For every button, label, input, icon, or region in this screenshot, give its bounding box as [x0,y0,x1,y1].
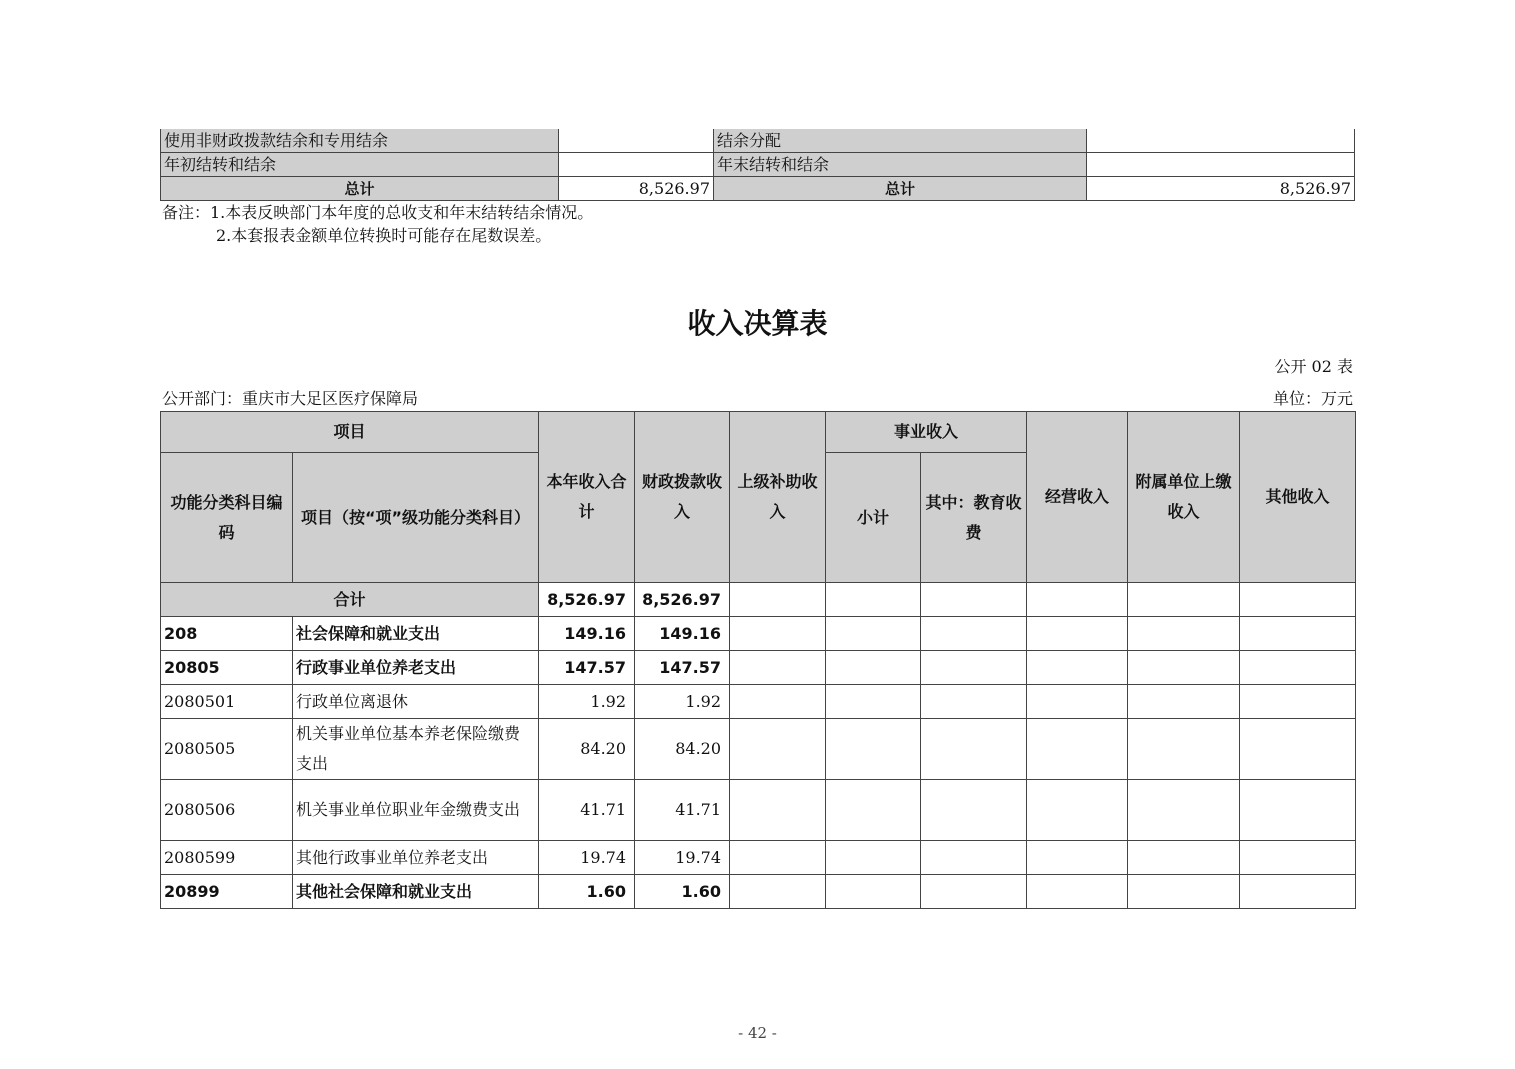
total-income-cell: 149.16 [539,617,635,651]
empty-cell [1240,583,1356,617]
total-label: 合计 [161,583,539,617]
empty-cell [826,719,921,780]
total-fiscal-value: 8,526.97 [635,583,730,617]
code-cell: 20805 [161,651,293,685]
total-income-cell: 147.57 [539,651,635,685]
empty-cell [1128,875,1240,909]
empty-cell [730,719,826,780]
empty-cell [1027,841,1128,875]
table-row [161,129,1355,153]
empty-cell [1128,780,1240,841]
header-affiliated: 附属单位上缴收入 [1128,412,1240,583]
empty-cell [921,841,1027,875]
empty-cell [730,617,826,651]
table-row [161,841,1356,875]
empty-cell [730,780,826,841]
empty-cell [921,651,1027,685]
row-value [1087,153,1355,177]
table-row [161,153,1355,177]
total-income-cell: 19.74 [539,841,635,875]
header-total-income: 本年收入合计 [539,412,635,583]
header-fiscal: 财政拨款收入 [635,412,730,583]
empty-cell [1128,841,1240,875]
empty-cell [826,685,921,719]
row-label: 年初结转和结余 [161,153,559,177]
total-label: 总计 [161,177,559,201]
unit-label: 单位：万元 [1272,389,1353,408]
empty-cell [826,780,921,841]
header-func-code: 功能分类科目编码 [161,453,293,583]
fiscal-cell: 147.57 [635,651,730,685]
code-cell: 2080599 [161,841,293,875]
empty-cell [1027,780,1128,841]
data-rows [161,617,1356,909]
fiscal-cell: 84.20 [635,719,730,780]
total-value: 8,526.97 [559,177,714,201]
empty-cell [730,875,826,909]
empty-cell [921,583,1027,617]
empty-cell [1027,875,1128,909]
header-item: 项目 [161,412,539,453]
empty-cell [826,651,921,685]
fiscal-cell: 41.71 [635,780,730,841]
empty-cell [1240,617,1356,651]
fiscal-cell: 149.16 [635,617,730,651]
total-income-cell: 1.92 [539,685,635,719]
empty-cell [730,583,826,617]
header-operating: 经营收入 [1027,412,1128,583]
header-subtotal: 小计 [826,453,921,583]
note-line-2: 2.本套报表金额单位转换时可能存在尾数误差。 [216,226,552,245]
total-income-value: 8,526.97 [539,583,635,617]
code-cell: 20899 [161,875,293,909]
total-income-cell: 41.71 [539,780,635,841]
empty-cell [1240,780,1356,841]
empty-cell [826,841,921,875]
empty-cell [1240,841,1356,875]
table-row [161,719,1356,780]
row-label: 使用非财政拨款结余和专用结余 [161,129,559,153]
empty-cell [826,617,921,651]
name-cell: 社会保障和就业支出 [293,617,539,651]
empty-cell [921,875,1027,909]
empty-cell [730,841,826,875]
empty-cell [826,875,921,909]
header-row [161,412,1356,453]
name-cell: 机关事业单位基本养老保险缴费支出 [293,719,539,780]
row-value [559,129,714,153]
empty-cell [826,583,921,617]
total-row [161,177,1355,201]
empty-cell [730,685,826,719]
empty-cell [1128,719,1240,780]
balance-summary-table [160,129,1355,201]
empty-cell [921,685,1027,719]
table-row [161,780,1356,841]
code-cell: 2080506 [161,780,293,841]
fiscal-cell: 1.60 [635,875,730,909]
row-value [1087,129,1355,153]
empty-cell [921,719,1027,780]
header-education-fee: 其中：教育收费 [921,453,1027,583]
total-income-cell: 84.20 [539,719,635,780]
empty-cell [1027,719,1128,780]
table-row [161,875,1356,909]
empty-cell [1240,685,1356,719]
department-label: 公开部门：重庆市大足区医疗保障局 [162,389,419,408]
empty-cell [921,617,1027,651]
row-label: 年末结转和结余 [714,153,1087,177]
empty-cell [1240,651,1356,685]
empty-cell [1128,685,1240,719]
row-label: 结余分配 [714,129,1087,153]
total-row [161,583,1356,617]
income-statement-table [160,411,1356,909]
total-label: 总计 [714,177,1087,201]
row-value [559,153,714,177]
code-cell: 2080501 [161,685,293,719]
table-row [161,617,1356,651]
fiscal-cell: 19.74 [635,841,730,875]
code-cell: 208 [161,617,293,651]
header-business-income: 事业收入 [826,412,1027,453]
empty-cell [1027,685,1128,719]
empty-cell [1128,617,1240,651]
empty-cell [1027,617,1128,651]
note-line-1: 备注：1.本表反映部门本年度的总收支和年末结转结余情况。 [162,203,594,222]
header-func-name: 项目（按“项”级功能分类科目） [293,453,539,583]
name-cell: 机关事业单位职业年金缴费支出 [293,780,539,841]
document-title: 收入决算表 [687,307,828,340]
name-cell: 其他行政事业单位养老支出 [293,841,539,875]
name-cell: 行政单位离退休 [293,685,539,719]
header-superior-subsidy: 上级补助收入 [730,412,826,583]
table-row [161,685,1356,719]
fiscal-cell: 1.92 [635,685,730,719]
empty-cell [1027,583,1128,617]
name-cell: 其他社会保障和就业支出 [293,875,539,909]
empty-cell [1027,651,1128,685]
code-cell: 2080505 [161,719,293,780]
empty-cell [730,651,826,685]
empty-cell [921,780,1027,841]
header-other: 其他收入 [1240,412,1356,583]
empty-cell [1128,583,1240,617]
table-row [161,651,1356,685]
form-code: 公开 02 表 [1274,357,1353,376]
name-cell: 行政事业单位养老支出 [293,651,539,685]
total-income-cell: 1.60 [539,875,635,909]
page-number: - 42 - [738,1024,777,1042]
empty-cell [1128,651,1240,685]
empty-cell [1240,875,1356,909]
total-value: 8,526.97 [1087,177,1355,201]
empty-cell [1240,719,1356,780]
